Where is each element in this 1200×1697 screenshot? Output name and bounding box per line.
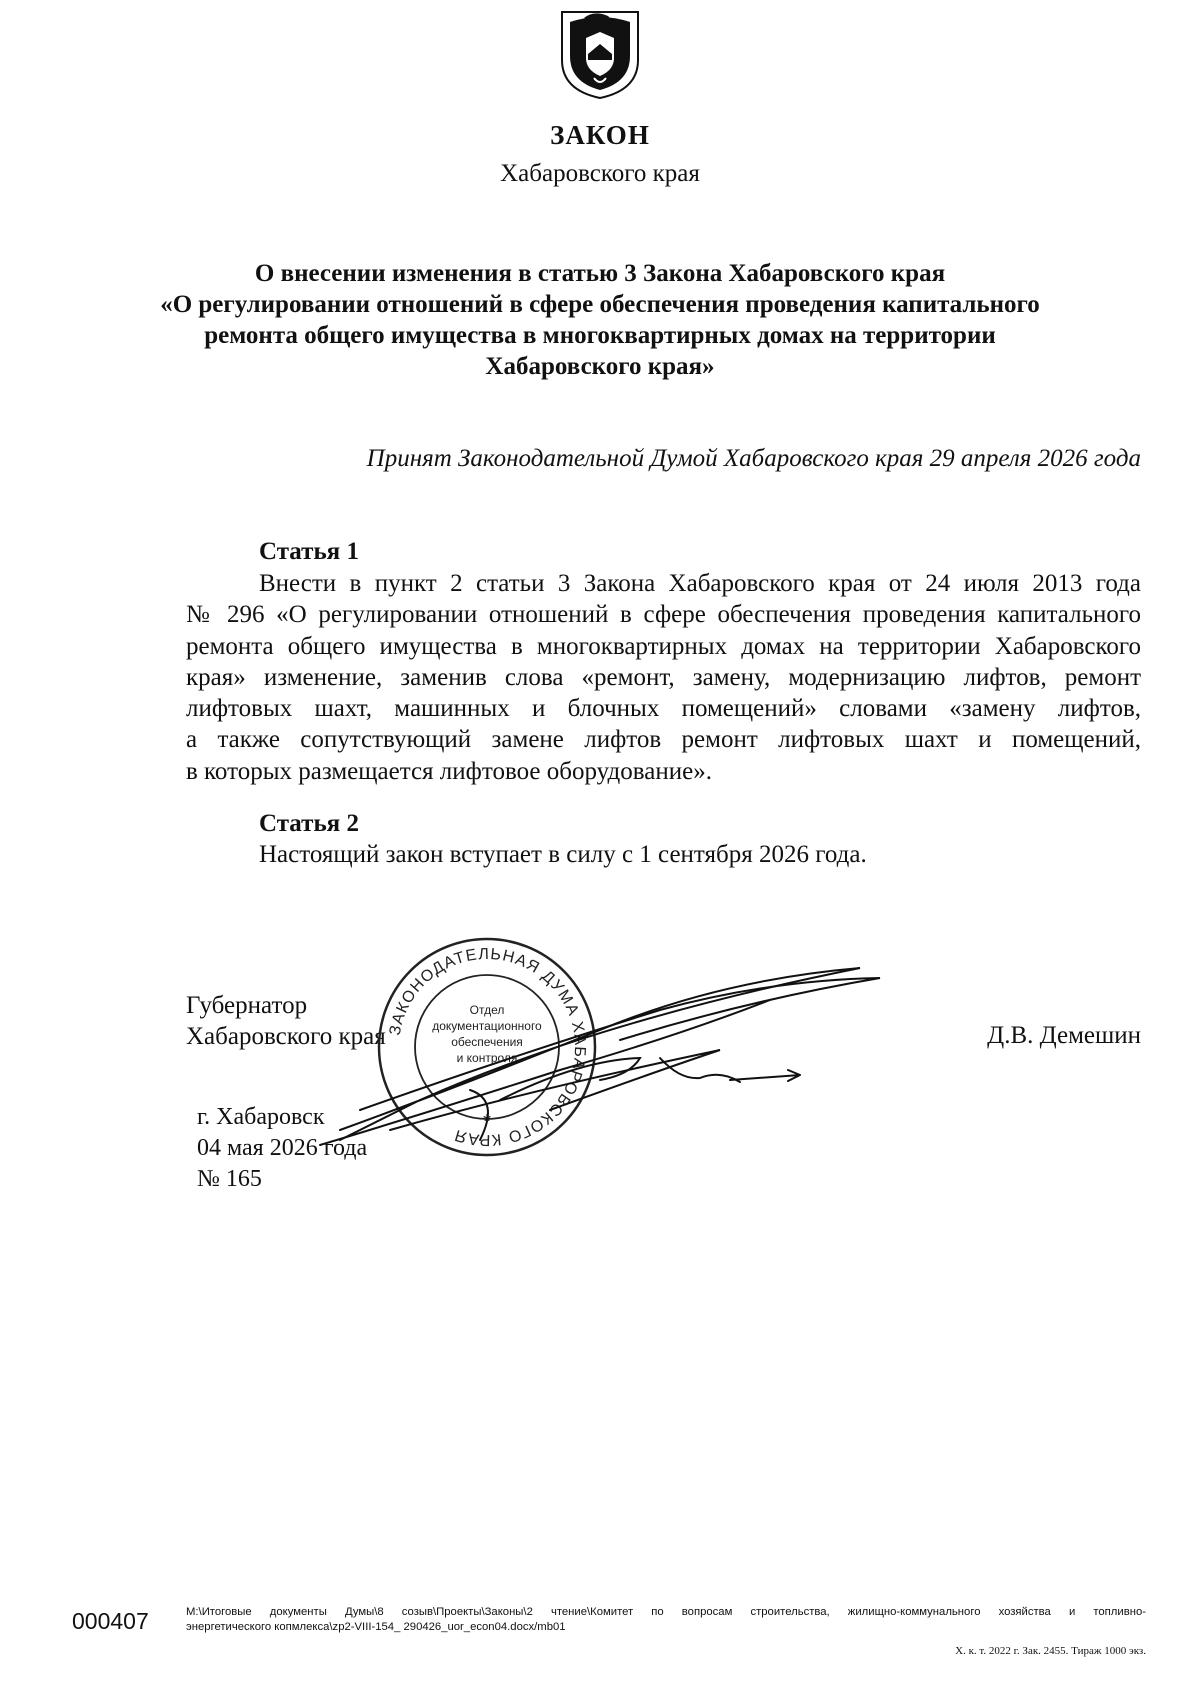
city: г. Хабаровск: [197, 1104, 325, 1130]
heading-line: ремонта общего имущества в многоквартирных домах на территории: [204, 322, 996, 349]
article-2-title: Статья 2: [259, 810, 359, 837]
stamp-center-line: документационного: [432, 1019, 542, 1033]
print-info: Х. к. т. 2022 г. Зак. 2455. Тираж 1000 экз.: [955, 1645, 1146, 1657]
stamp-center-line: обеспечения: [451, 1035, 523, 1049]
stamp-center-line: и контроля: [456, 1051, 518, 1065]
article-1-line: лифтовых шахт, машинных и блочных помещений» словами «замену лифтов,: [186, 695, 1141, 723]
document-subtitle: Хабаровского края: [500, 160, 700, 187]
file-path-line: M:\Итоговые документы Думы\8 созыв\Проекты\Законы\2 чтение\Комитет по вопросам строительства, жилищно-коммунального хозяйства и топливно-: [186, 1606, 1146, 1618]
article-1-body: [186, 568, 1141, 787]
adoption-note: Принят Законодательной Думой Хабаровского края 29 апреля 2026 года: [366, 445, 1141, 472]
stamp-center-line: Отдел: [469, 1003, 505, 1017]
article-1-title: Статья 1: [259, 538, 359, 565]
article-1-line: ремонта общего имущества в многоквартирных домах на территории Хабаровского: [186, 632, 1141, 660]
article-1-line: № 296 «О регулировании отношений в сфере обеспечения проведения капитального: [186, 601, 1141, 629]
stamp-ring-text: ЗАКОНОДАТЕЛЬНАЯ ДУМА ХАБАРОВСКОГО КРАЯ: [386, 945, 589, 1149]
coat-of-arms-emblem: [554, 8, 646, 100]
law-heading: [150, 258, 1050, 382]
heading-line: Хабаровского края»: [485, 353, 715, 380]
signatory-name: Д.В. Демешин: [987, 1022, 1141, 1049]
heading-line: О внесении изменения в статью 3 Закона Хабаровского края: [254, 260, 946, 287]
signing-date: 04 мая 2026 года: [197, 1135, 368, 1161]
position-line: Хабаровского края: [186, 1023, 386, 1050]
stamp-star: *: [483, 1111, 491, 1133]
article-1-line: Внести в пункт 2 статьи 3 Закона Хабаровского края от 24 июля 2013 года: [259, 570, 1141, 597]
document-title: ЗАКОН: [550, 120, 650, 150]
article-1-line: в которых размещается лифтовое оборудование».: [186, 757, 712, 785]
document-code: 000407: [72, 1608, 149, 1634]
article-1-line: края» изменение, заменив слова «ремонт, замену, модернизацию лифтов, ремонт: [186, 663, 1141, 691]
article-2-text: Настоящий закон вступает в силу с 1 сентября 2026 года.: [259, 841, 867, 868]
file-path: [186, 1605, 1146, 1635]
position-line: Губернатор: [186, 992, 308, 1019]
article-1-line: а также сопутствующий замене лифтов ремонт лифтовых шахт и помещений,: [186, 726, 1141, 754]
heading-line: «О регулировании отношений в сфере обеспечения проведения капитального: [160, 291, 1040, 318]
handwritten-signature: [300, 940, 980, 1180]
file-path-line: энергетического копмлекса\zp2-VIII-154_ 290426_uor_econ04.docx/mb01: [186, 1621, 566, 1633]
law-number: № 165: [197, 1166, 262, 1192]
